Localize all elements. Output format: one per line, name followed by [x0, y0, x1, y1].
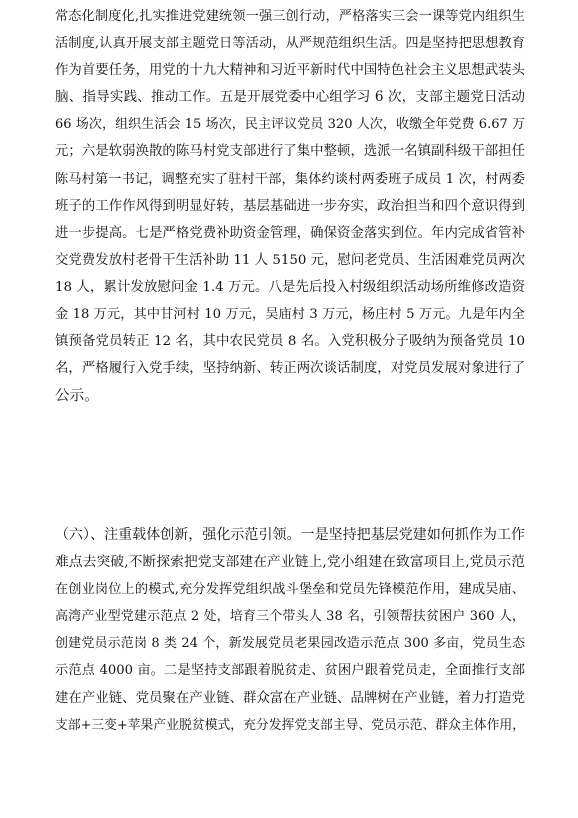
text-line: 班子的工作作风得到明显好转，基层基础进一步夯实，政治担当和四个意识得到	[55, 198, 525, 214]
paragraph-party-building-work	[55, 3, 525, 409]
paragraph-carrier-innovation	[55, 522, 525, 739]
text-line: 难点去突破,不断探索把党支部建在产业链上,党小组建在致富项目上,党员示范	[55, 554, 525, 571]
text-line: 常态化制度化,扎实推进党建统领一强三创行动，严格落实三会一课等党内组织生	[55, 9, 525, 24]
text-line: 18 人，累计发放慰问金 1.4 万元。八是先后投入村级组织活动场所维修改造资	[55, 279, 525, 295]
text-line: 金 18 万元，其中甘河村 10 万元，吴庙村 3 万元，杨庄村 5 万元。九是年内全	[55, 307, 525, 323]
text-line: 活制度,认真开展支部主题党日等活动，从严规范组织生活。四是坚持把思想教育	[55, 36, 525, 52]
text-line: 支部+三变+苹果产业脱贫模式，充分发挥党支部主导、党员示范、群众主体作用，	[55, 717, 525, 733]
section-heading-line: （六）、注重载体创新，强化示范引领。一是坚持把基层党建如何抓作为工作	[55, 527, 525, 543]
text-line: 名，严格履行入党手续，坚持纳新、转正两次谈话制度，对党员发展对象进行了	[55, 361, 525, 377]
text-line: 高湾产业型党建示范点 2 处，培育三个带头人 38 名，引领帮扶贫困户 360 人，	[55, 609, 525, 625]
text-line: 陈马村第一书记，调整充实了驻村干部，集体约谈村两委班子成员 1 次，村两委	[55, 171, 525, 187]
text-line: 在创业岗位上的模式,充分发挥党组织战斗堡垒和党员先锋模范作用，建成吴庙、	[55, 582, 525, 598]
text-line: 交党费发放村老骨干生活补助 11 人 5150 元，慰问老党员、生活困难党员两次	[55, 252, 525, 268]
text-line: 建在产业链、党员聚在产业链、群众富在产业链、品牌树在产业链，着力打造党	[55, 690, 525, 706]
text-line: 66 场次，组织生活会 15 场次，民主评议党员 320 人次，收缴全年党费 6.67 万	[55, 117, 525, 133]
text-line: 创建党员示范岗 8 类 24 个，新发展党员老果园改造示范点 300 多亩，党员生态	[55, 636, 525, 652]
text-line: 作为首要任务，用党的十九大精神和习近平新时代中国特色社会主义思想武装头	[55, 63, 525, 79]
text-line: 示范点 4000 亩。二是坚持支部跟着脱贫走、贫困户跟着党员走，全面推行支部	[55, 663, 525, 679]
text-line: 脑、指导实践、推动工作。五是开展党委中心组学习 6 次，支部主题党日活动	[55, 89, 525, 106]
text-line: 公示。	[55, 387, 99, 405]
text-line: 元；六是软弱涣散的陈马村党支部进行了集中整顿，选派一名镇副科级干部担任	[55, 144, 525, 160]
text-line: 进一步提高。七是严格党费补助资金管理，确保资金落实到位。年内完成省管补	[55, 225, 525, 241]
text-line: 镇预备党员转正 12 名，其中农民党员 8 名。入党积极分子吸纳为预备党员 10	[55, 334, 525, 350]
